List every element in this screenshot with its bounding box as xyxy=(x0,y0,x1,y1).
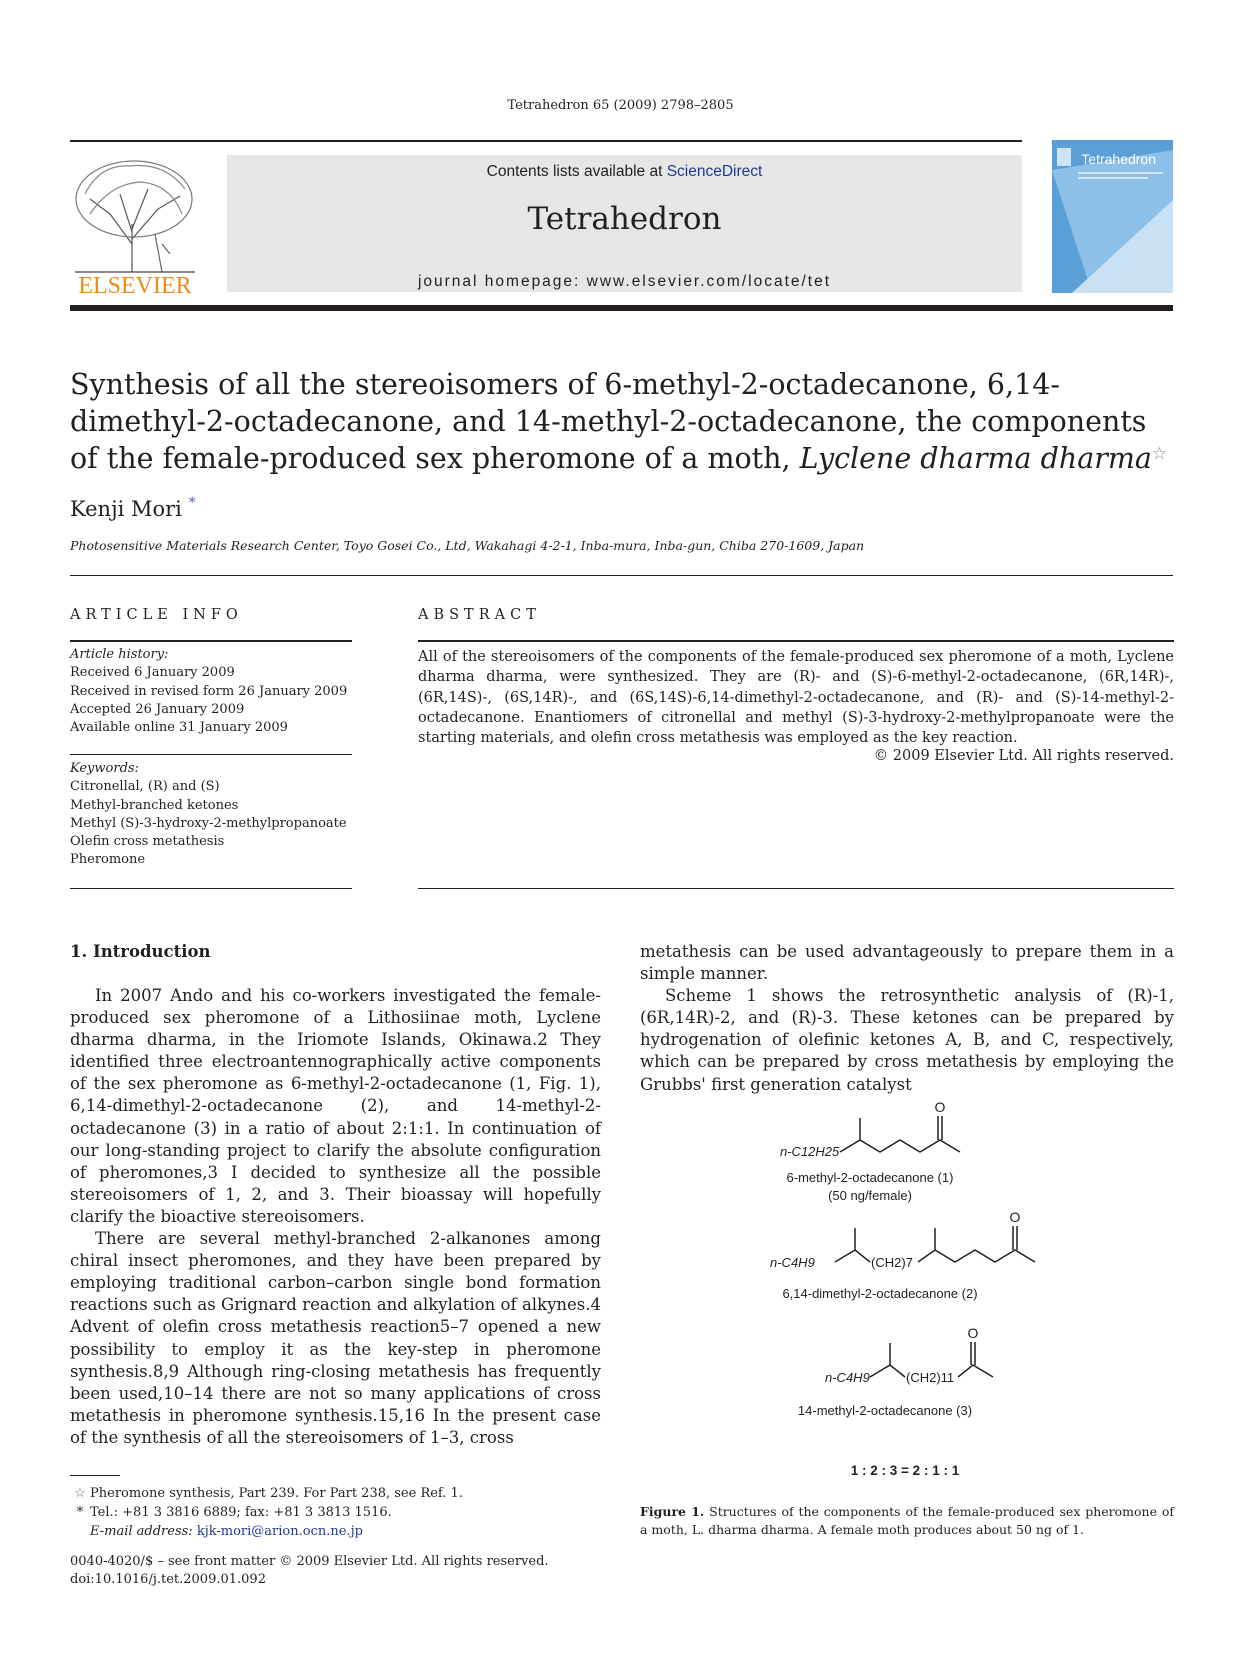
footnote-1-text: Pheromone synthesis, Part 239. For Part 238, see Ref. 1. xyxy=(90,1486,463,1501)
structure-2-left xyxy=(835,1250,870,1262)
history-item: Received in revised form 26 January 2009 xyxy=(70,683,348,699)
structure-2-right xyxy=(918,1250,1035,1262)
contents-prefix: Contents lists available at xyxy=(486,163,667,180)
abstract-rule xyxy=(418,640,1174,642)
history-item: Received 6 January 2009 xyxy=(70,665,235,681)
journal-banner xyxy=(227,155,1022,292)
issn-line: 0040-4020/$ – see front matter © 2009 Elsevier Ltd. All rights reserved. xyxy=(70,1554,549,1569)
article-info-heading: ARTICLE INFO xyxy=(70,607,243,623)
affiliation: Photosensitive Materials Research Center, Toyo Gosei Co., Ltd, Wakahagi 4-2-1, Inba-mura, Inba-gun, Chiba 270-1609, Japan xyxy=(70,538,865,553)
footnote-2-text: Tel.: +81 3 3816 6889; fax: +81 3 3813 1516. xyxy=(90,1505,392,1520)
keywords xyxy=(70,760,352,870)
right-column xyxy=(640,941,1174,1096)
keyword-item: Methyl (S)-3-hydroxy-2-methylpropanoate xyxy=(70,815,347,831)
footnote-2 xyxy=(70,1503,590,1522)
structure-2-chain-label: (CH2)7 xyxy=(871,1255,913,1270)
figure-ratio: 1 : 2 : 3 = 2 : 1 : 1 xyxy=(850,1463,960,1478)
left-column xyxy=(70,985,601,1449)
header-thick-rule xyxy=(70,305,1173,311)
figure-caption-text: Structures of the components of the female-produced sex pheromone of a moth, L. dharma dharma. A female moth produces about 50 ng of 1. xyxy=(640,1504,1174,1537)
footnotes xyxy=(70,1484,590,1541)
author-footnote-mark[interactable]: * xyxy=(188,495,196,511)
journal-homepage[interactable]: journal homepage: www.elsevier.com/locate/tet xyxy=(417,273,832,290)
structure-1-chain xyxy=(840,1140,960,1152)
o-label: O xyxy=(934,1100,946,1115)
structure-2-substituent: n-C4H9 xyxy=(770,1255,815,1270)
doi-line[interactable]: doi:10.1016/j.tet.2009.01.092 xyxy=(70,1572,266,1587)
keywords-label: Keywords: xyxy=(70,761,139,776)
header-rule xyxy=(70,140,1022,142)
footnote-1 xyxy=(70,1484,590,1503)
history-item: Available online 31 January 2009 xyxy=(70,720,288,736)
figure-caption xyxy=(640,1503,1174,1539)
structure-3-substituent: n-C4H9 xyxy=(825,1370,870,1385)
o-label: O xyxy=(967,1325,979,1341)
keyword-item: Olefin cross metathesis xyxy=(70,834,225,850)
history-item: Accepted 26 January 2009 xyxy=(70,701,245,717)
article-history xyxy=(70,646,352,737)
structure-1-name: 6-methyl-2-octadecanone (1) xyxy=(786,1170,954,1185)
intro-paragraph: Scheme 1 shows the retrosynthetic analysis of (R)-1, (6R,14R)-2, and (R)-3. These ketones can be prepared by hydrogenation of olefinic ketones A, B, and C, respectively, which can be prepared by cross metathesis by employing the Grubbs' first generation catalyst xyxy=(640,986,1174,1094)
sciencedirect-link[interactable]: ScienceDirect xyxy=(666,163,763,180)
footnote-email xyxy=(70,1522,590,1541)
info-bottom-rule xyxy=(70,888,352,889)
article-title xyxy=(70,366,1180,477)
title-footnote-star[interactable]: ☆ xyxy=(1151,444,1168,464)
structure-3-carbonyl xyxy=(971,1342,975,1365)
footnote-asterisk: * xyxy=(76,1505,84,1520)
figure-1 xyxy=(770,1100,1080,1460)
journal-title: Tetrahedron xyxy=(527,201,722,237)
affiliation-rule xyxy=(70,575,1173,576)
structure-1-substituent: n-C12H25 xyxy=(780,1144,840,1159)
email-label: E-mail address: xyxy=(90,1524,193,1539)
journal-citation: Tetrahedron 65 (2009) 2798–2805 xyxy=(507,98,734,113)
footnote-rule xyxy=(70,1475,120,1476)
structure-3-right xyxy=(958,1365,993,1377)
intro-paragraph: metathesis can be used advantageously to prepare them in a simple manner. xyxy=(640,942,1174,984)
keyword-item: Methyl-branched ketones xyxy=(70,797,239,813)
figure-caption-label: Figure 1. xyxy=(640,1504,705,1519)
history-rule xyxy=(70,754,352,755)
title-species: Lyclene dharma dharma xyxy=(799,442,1152,475)
keyword-item: Citronellal, (R) and (S) xyxy=(70,779,220,795)
elsevier-logo-text: ELSEVIER xyxy=(78,273,192,296)
abstract-text: All of the stereoisomers of the components of the female-produced sex pheromone of a moth, Lyclene dharma dharma, were synthesized. They are (R)- and (S)-6-methyl-2-octadecanone, (6R,14R)-, (6R,14S)-, (6S,14R)-, and (6S,14S)-6,14-dimethyl-2-octadecanone, and (R)- and (S)-14-methyl-2-octadecanone. Enantiomers of citronellal and methyl (S)-3-hydroxy-2-methylpropanoate were the starting materials, and olefin cross metathesis was employed as the key reaction. xyxy=(418,649,1174,747)
front-matter xyxy=(70,1553,549,1589)
contents-line xyxy=(227,163,1022,181)
intro-paragraph: There are several methyl-branched 2-alkanones among chiral insect pheromones, and they have been prepared by employing traditional carbon–carbon single bond formation reactions such as Grignard reaction and alkylation of alkynes.4 Advent of olefin cross metathesis reaction5–7 opened a new possibility to employ it as the key-step in pheromone synthesis.8,9 Although ring-closing metathesis has frequently been used,10–14 there are not so many applications of cross metathesis in pheromone synthesis.15,16 In the present case of the synthesis of all the stereoisomers of 1–3, cross xyxy=(70,1229,601,1447)
history-label: Article history: xyxy=(70,647,169,662)
structure-2-carbonyl xyxy=(1013,1226,1017,1250)
abstract-heading: ABSTRACT xyxy=(418,607,541,623)
structure-1-amount: (50 ng/female) xyxy=(828,1188,912,1203)
abstract-bottom-rule xyxy=(418,888,1174,889)
intro-paragraph: In 2007 Ando and his co-workers investigated the female-produced sex pheromone of a Lithosiinae moth, Lyclene dharma dharma, in the Iriomote Islands, Okinawa.2 They identified three electroantennographically active components of the sex pheromone as 6-methyl-2-octadecanone (1, Fig. 1), 6,14-dimethyl-2-octadecanone (2), and 14-methyl-2-octadecanone (3) in a ratio of about 2:1:1. In continuation of our long-standing project to clarify the absolute configuration of pheromones,3 I decided to synthesize all the possible stereoisomers of 1, 2, and 3. Their bioassay will hopefully clarify the bioactive stereoisomers. xyxy=(70,986,601,1226)
structure-3-chain-label: (CH2)11 xyxy=(906,1370,955,1385)
structure-2-name: 6,14-dimethyl-2-octadecanone (2) xyxy=(782,1286,978,1301)
footnote-star: ☆ xyxy=(74,1486,86,1501)
journal-cover xyxy=(1052,140,1173,293)
email-link[interactable]: kjk-mori@arion.ocn.ne.jp xyxy=(196,1524,363,1539)
section-heading-introduction: 1. Introduction xyxy=(70,942,211,961)
author-name: Kenji Mori xyxy=(70,497,182,521)
title-main: Synthesis of all the stereoisomers of 6-methyl-2-octadecanone, 6,14-dimethyl-2-octadecanone, and 14-methyl-2-octadecanone, the components of the female-produced sex pheromone of a moth, xyxy=(70,368,1147,475)
abstract-copyright: © 2009 Elsevier Ltd. All rights reserved. xyxy=(873,748,1174,764)
structure-3-left xyxy=(870,1365,905,1377)
structure-3-name: 14-methyl-2-octadecanone (3) xyxy=(797,1403,973,1418)
article-info-rule xyxy=(70,640,352,642)
structure-1-carbonyl xyxy=(938,1116,942,1140)
keyword-item: Pheromone xyxy=(70,852,146,868)
cover-title: Tetrahedron xyxy=(1081,151,1156,167)
o-label: O xyxy=(1009,1209,1021,1225)
elsevier-logo xyxy=(70,154,200,296)
author xyxy=(70,497,196,521)
